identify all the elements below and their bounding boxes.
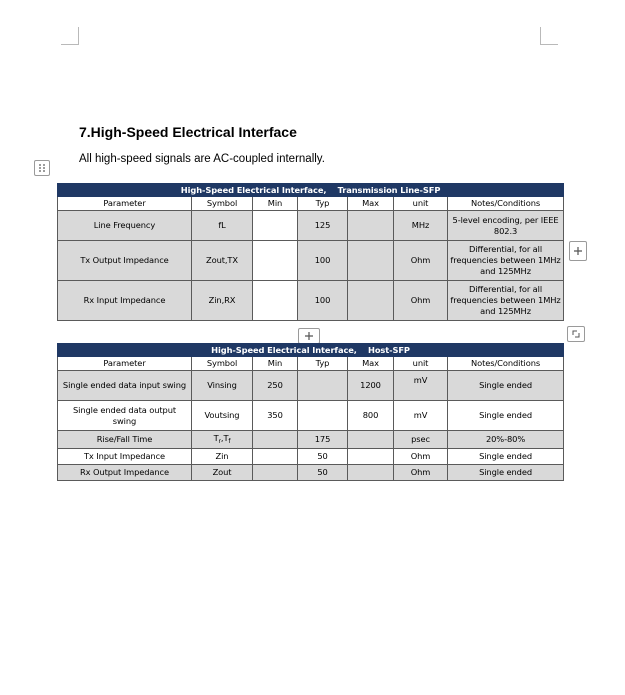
table-cell[interactable]: 100 — [298, 281, 348, 321]
table-cell[interactable]: mV — [394, 371, 448, 401]
table-cell[interactable]: Zout,TX — [192, 241, 253, 281]
table-cell[interactable]: fL — [192, 211, 253, 241]
plus-icon — [304, 331, 314, 341]
table-cell[interactable]: MHz — [394, 211, 448, 241]
table-move-handle[interactable] — [34, 160, 50, 176]
table-cell[interactable] — [348, 449, 394, 465]
table-cell[interactable]: Rx Input Impedance — [58, 281, 192, 321]
plus-icon — [573, 246, 583, 256]
table-cell[interactable]: Differential, for all frequencies between 1MHz and 125MHz — [448, 241, 564, 281]
table-cell[interactable] — [348, 465, 394, 481]
column-header: unit — [394, 197, 448, 211]
table-row — [58, 281, 564, 321]
symbol-base: T — [213, 432, 219, 443]
table-cell[interactable]: 50 — [298, 465, 348, 481]
column-header: Symbol — [192, 357, 253, 371]
column-header: Parameter — [58, 197, 192, 211]
table-row — [58, 465, 564, 481]
table-cell[interactable]: Rx Output Impedance — [58, 465, 192, 481]
column-header: Min — [253, 357, 298, 371]
table-row — [58, 371, 564, 401]
column-header: Min — [253, 197, 298, 211]
table-cell[interactable]: Single ended — [448, 401, 564, 431]
table-cell[interactable] — [348, 211, 394, 241]
host-sfp-table — [57, 343, 564, 481]
table-cell[interactable]: Ohm — [394, 241, 448, 281]
column-header: Typ — [298, 357, 348, 371]
table-row — [58, 211, 564, 241]
table-cell[interactable]: Single ended — [448, 449, 564, 465]
table-cell[interactable] — [253, 465, 298, 481]
resize-icon — [571, 329, 581, 339]
column-header: Symbol — [192, 197, 253, 211]
column-header: Parameter — [58, 357, 192, 371]
column-header: Max — [348, 197, 394, 211]
table-cell[interactable] — [192, 431, 253, 449]
table-cell[interactable]: 800 — [348, 401, 394, 431]
table-cell[interactable] — [253, 449, 298, 465]
table-cell[interactable]: 1200 — [348, 371, 394, 401]
table-cell[interactable] — [298, 401, 348, 431]
table-cell[interactable] — [253, 211, 298, 241]
symbol-separator: , — [220, 432, 224, 443]
move-icon — [38, 163, 46, 173]
column-header: Max — [348, 357, 394, 371]
table-cell[interactable]: Single ended — [448, 465, 564, 481]
table-cell[interactable]: Voutsing — [192, 401, 253, 431]
table-row — [58, 401, 564, 431]
table-resize-handle[interactable] — [567, 326, 585, 342]
table-cell[interactable]: mV — [394, 401, 448, 431]
insert-column-button[interactable] — [569, 241, 587, 261]
table-cell[interactable]: 250 — [253, 371, 298, 401]
table-cell[interactable]: Tx Output Impedance — [58, 241, 192, 281]
column-header: unit — [394, 357, 448, 371]
table-row — [58, 431, 564, 449]
table-cell[interactable]: Vinsing — [192, 371, 253, 401]
table-cell[interactable]: 20%-80% — [448, 431, 564, 449]
table-cell[interactable] — [348, 241, 394, 281]
section-intro[interactable]: All high-speed signals are AC-coupled internally. — [79, 153, 325, 165]
table-title: High-Speed Electrical Interface, Host-SFP — [58, 344, 564, 357]
table-cell[interactable] — [348, 281, 394, 321]
table-cell[interactable]: 125 — [298, 211, 348, 241]
table-cell[interactable]: Single ended data input swing — [58, 371, 192, 401]
table-cell[interactable]: Rise/Fall Time — [58, 431, 192, 449]
table-row — [58, 241, 564, 281]
table-cell[interactable]: Zin — [192, 449, 253, 465]
table-cell[interactable]: 5-level encoding, per IEEE 802.3 — [448, 211, 564, 241]
table-cell[interactable]: 100 — [298, 241, 348, 281]
table-cell[interactable] — [253, 431, 298, 449]
table-cell[interactable]: 175 — [298, 431, 348, 449]
table-title: High-Speed Electrical Interface, Transmission Line-SFP — [58, 184, 564, 197]
table-cell[interactable]: psec — [394, 431, 448, 449]
table-cell[interactable]: Ohm — [394, 449, 448, 465]
table-cell[interactable]: Ohm — [394, 281, 448, 321]
table-cell[interactable]: 350 — [253, 401, 298, 431]
insert-row-button[interactable] — [298, 328, 320, 344]
table-cell[interactable]: Single ended data output swing — [58, 401, 192, 431]
section-heading: 7.High-Speed Electrical Interface — [79, 124, 297, 140]
symbol-base: T — [223, 432, 229, 443]
table-cell[interactable]: Ohm — [394, 465, 448, 481]
transmission-line-table — [57, 183, 564, 321]
table-cell[interactable] — [348, 431, 394, 449]
table-cell[interactable]: Tx Input Impedance — [58, 449, 192, 465]
table-cell[interactable]: Differential, for all frequencies between 1MHz and 125MHz — [448, 281, 564, 321]
table-cell[interactable]: Line Frequency — [58, 211, 192, 241]
table-cell[interactable]: Single ended — [448, 371, 564, 401]
table-cell[interactable]: Zout — [192, 465, 253, 481]
table-cell[interactable] — [253, 281, 298, 321]
symbol-subscript: r — [218, 437, 221, 445]
symbol-subscript: f — [228, 437, 231, 445]
table-cell[interactable]: Zin,RX — [192, 281, 253, 321]
column-header: Typ — [298, 197, 348, 211]
table-cell[interactable]: 50 — [298, 449, 348, 465]
page-corner-mark-right — [540, 27, 558, 45]
column-header: Notes/Conditions — [448, 197, 564, 211]
page-corner-mark-left — [61, 27, 79, 45]
column-header: Notes/Conditions — [448, 357, 564, 371]
table-row — [58, 449, 564, 465]
table-cell[interactable] — [298, 371, 348, 401]
table-cell[interactable] — [253, 241, 298, 281]
